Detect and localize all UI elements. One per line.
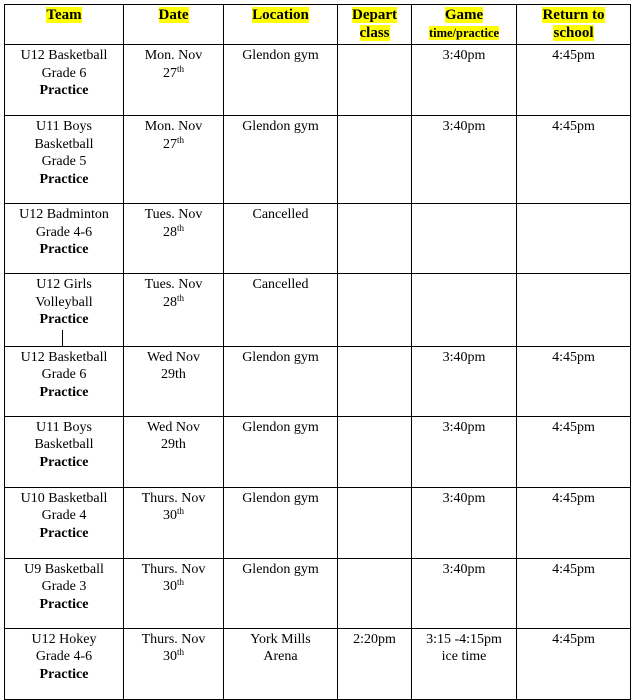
game-time-line: 3:15 -4:15pm: [426, 631, 502, 647]
game-time-line: 3:40pm: [442, 490, 486, 506]
team-name-line: Grade 4-6: [35, 224, 93, 240]
team-name-line: Basketball: [34, 437, 94, 452]
return-time: 4:45pm: [552, 48, 595, 63]
location-line: Glendon gym: [242, 48, 319, 63]
team-cell: [5, 346, 124, 416]
team-name-line: U11 Boys: [36, 119, 92, 134]
return-cell: [517, 628, 631, 699]
text-cursor: [62, 330, 63, 346]
date-cell: [124, 274, 224, 347]
team-cell: [5, 116, 124, 204]
session-type: Practice: [39, 242, 89, 257]
game-time-cell: [412, 274, 517, 347]
table-row: [5, 116, 631, 204]
date-cell: [124, 487, 224, 558]
depart-cell: [338, 558, 412, 628]
table-row: [5, 628, 631, 699]
header-return-to-school: Return to school: [517, 5, 631, 45]
return-cell: [517, 487, 631, 558]
date-day: 28: [162, 294, 177, 310]
depart-cell: [338, 346, 412, 416]
location-cell: [224, 487, 338, 558]
date-ordinal-suffix: th: [176, 577, 184, 587]
date-ordinal-suffix: th: [176, 134, 184, 145]
session-type: Practice: [39, 312, 89, 327]
location-line: Glendon gym: [242, 119, 319, 134]
header-location: Location: [224, 5, 338, 45]
game-time-cell: [412, 416, 517, 487]
date-cell: [124, 628, 224, 699]
date-cell: [124, 416, 224, 487]
location-cell: [224, 116, 338, 204]
team-cell: [5, 274, 124, 347]
team-name-line: Grade 6: [41, 367, 87, 382]
game-time-line: 3:40pm: [442, 119, 486, 134]
session-type: Practice: [39, 83, 89, 98]
location-cell: [224, 628, 338, 699]
date-month: Tues. Nov: [144, 277, 203, 292]
schedule-body: [5, 45, 631, 700]
team-cell: [5, 558, 124, 628]
return-cell: [517, 274, 631, 347]
return-time: 4:45pm: [552, 419, 595, 435]
return-time: 4:45pm: [552, 349, 595, 365]
table-row: [5, 274, 631, 347]
game-time-line: 3:40pm: [442, 48, 486, 63]
depart-cell: [338, 628, 412, 699]
date-day: 29th: [161, 367, 186, 382]
game-time-cell: [412, 558, 517, 628]
depart-cell: [338, 274, 412, 347]
date-month: Thurs. Nov: [141, 561, 206, 577]
game-time-cell: [412, 204, 517, 274]
header-row: [5, 5, 631, 45]
date-cell: [124, 346, 224, 416]
session-type: Practice: [39, 384, 89, 400]
team-name-line: Grade 3: [41, 579, 87, 594]
return-time: 4:45pm: [552, 490, 595, 506]
team-name-line: Grade 6: [41, 65, 87, 81]
location-line: Arena: [263, 649, 298, 664]
table-row: [5, 346, 631, 416]
date-ordinal-suffix: th: [176, 222, 184, 233]
game-time-cell: [412, 116, 517, 204]
location-line: Cancelled: [252, 207, 309, 222]
return-time: 4:45pm: [552, 561, 595, 577]
game-time-line: 3:40pm: [442, 561, 486, 577]
return-cell: [517, 116, 631, 204]
session-type: Practice: [39, 525, 89, 541]
header-date: Date: [124, 5, 224, 45]
date-day: 30: [162, 649, 177, 664]
date-day: 28: [162, 224, 177, 240]
date-month: Wed Nov: [147, 419, 200, 435]
date-month: Mon. Nov: [144, 119, 203, 134]
table-row: [5, 45, 631, 116]
team-name-line: Volleyball: [35, 294, 93, 310]
location-cell: [224, 416, 338, 487]
depart-cell: [338, 204, 412, 274]
location-cell: [224, 558, 338, 628]
team-cell: [5, 204, 124, 274]
team-name-line: U9 Basketball: [24, 561, 104, 577]
game-time-cell: [412, 45, 517, 116]
session-type: Practice: [39, 454, 89, 470]
date-cell: [124, 204, 224, 274]
return-cell: [517, 558, 631, 628]
depart-time: 2:20pm: [353, 631, 396, 647]
date-month: Thurs. Nov: [141, 490, 206, 506]
date-month: Mon. Nov: [144, 48, 203, 63]
date-month: Wed Nov: [147, 349, 200, 365]
team-name-line: Grade 4-6: [35, 649, 93, 664]
date-day: 30: [162, 508, 177, 523]
header-team: Team: [5, 5, 124, 45]
table-row: [5, 204, 631, 274]
location-line: Glendon gym: [242, 490, 319, 506]
session-type: Practice: [39, 171, 89, 187]
date-cell: [124, 45, 224, 116]
depart-cell: [338, 45, 412, 116]
game-time-line: ice time: [441, 649, 487, 664]
team-cell: [5, 487, 124, 558]
location-line: Cancelled: [252, 277, 309, 292]
depart-cell: [338, 416, 412, 487]
team-name-line: Grade 5: [41, 154, 87, 169]
return-cell: [517, 204, 631, 274]
return-time: 4:45pm: [552, 119, 595, 134]
team-name-line: U12 Basketball: [20, 349, 108, 365]
location-cell: [224, 45, 338, 116]
date-ordinal-suffix: th: [176, 647, 184, 657]
location-line: Glendon gym: [242, 349, 319, 365]
date-cell: [124, 116, 224, 204]
depart-cell: [338, 487, 412, 558]
date-day: 29th: [161, 437, 186, 452]
game-time-cell: [412, 628, 517, 699]
session-type: Practice: [39, 666, 89, 682]
date-cell: [124, 558, 224, 628]
return-time: 4:45pm: [552, 631, 595, 647]
date-ordinal-suffix: th: [176, 63, 184, 74]
team-name-line: U12 Basketball: [20, 48, 108, 63]
team-name-line: U12 Badminton: [19, 207, 109, 222]
date-ordinal-suffix: th: [176, 506, 184, 516]
team-cell: [5, 45, 124, 116]
header-depart-class: Depart class: [338, 5, 412, 45]
location-line: Glendon gym: [242, 419, 319, 435]
location-line: York Mills: [250, 631, 311, 647]
table-row: [5, 487, 631, 558]
team-name-line: U10 Basketball: [20, 490, 108, 506]
schedule-table: [4, 4, 631, 700]
game-time-cell: [412, 487, 517, 558]
header-game-time: Game time/practice: [412, 5, 517, 45]
team-cell: [5, 416, 124, 487]
game-time-line: 3:40pm: [442, 349, 486, 365]
team-name-line: Basketball: [34, 136, 94, 152]
team-name-line: U12 Hokey: [31, 631, 97, 647]
date-day: 27: [162, 65, 177, 81]
team-name-line: U11 Boys: [36, 419, 92, 435]
team-cell: [5, 628, 124, 699]
session-type: Practice: [39, 596, 89, 612]
location-line: Glendon gym: [242, 561, 319, 577]
location-cell: [224, 346, 338, 416]
return-cell: [517, 346, 631, 416]
location-cell: [224, 274, 338, 347]
table-row: [5, 416, 631, 487]
return-cell: [517, 45, 631, 116]
table-row: [5, 558, 631, 628]
depart-cell: [338, 116, 412, 204]
date-day: 30: [162, 579, 177, 594]
date-day: 27: [162, 136, 177, 152]
location-cell: [224, 204, 338, 274]
date-ordinal-suffix: th: [176, 292, 184, 303]
date-month: Tues. Nov: [144, 207, 203, 222]
game-time-cell: [412, 346, 517, 416]
return-cell: [517, 416, 631, 487]
team-name-line: Grade 4: [41, 508, 87, 523]
date-month: Thurs. Nov: [141, 631, 206, 647]
game-time-line: 3:40pm: [442, 419, 486, 435]
team-name-line: U12 Girls: [36, 277, 92, 292]
